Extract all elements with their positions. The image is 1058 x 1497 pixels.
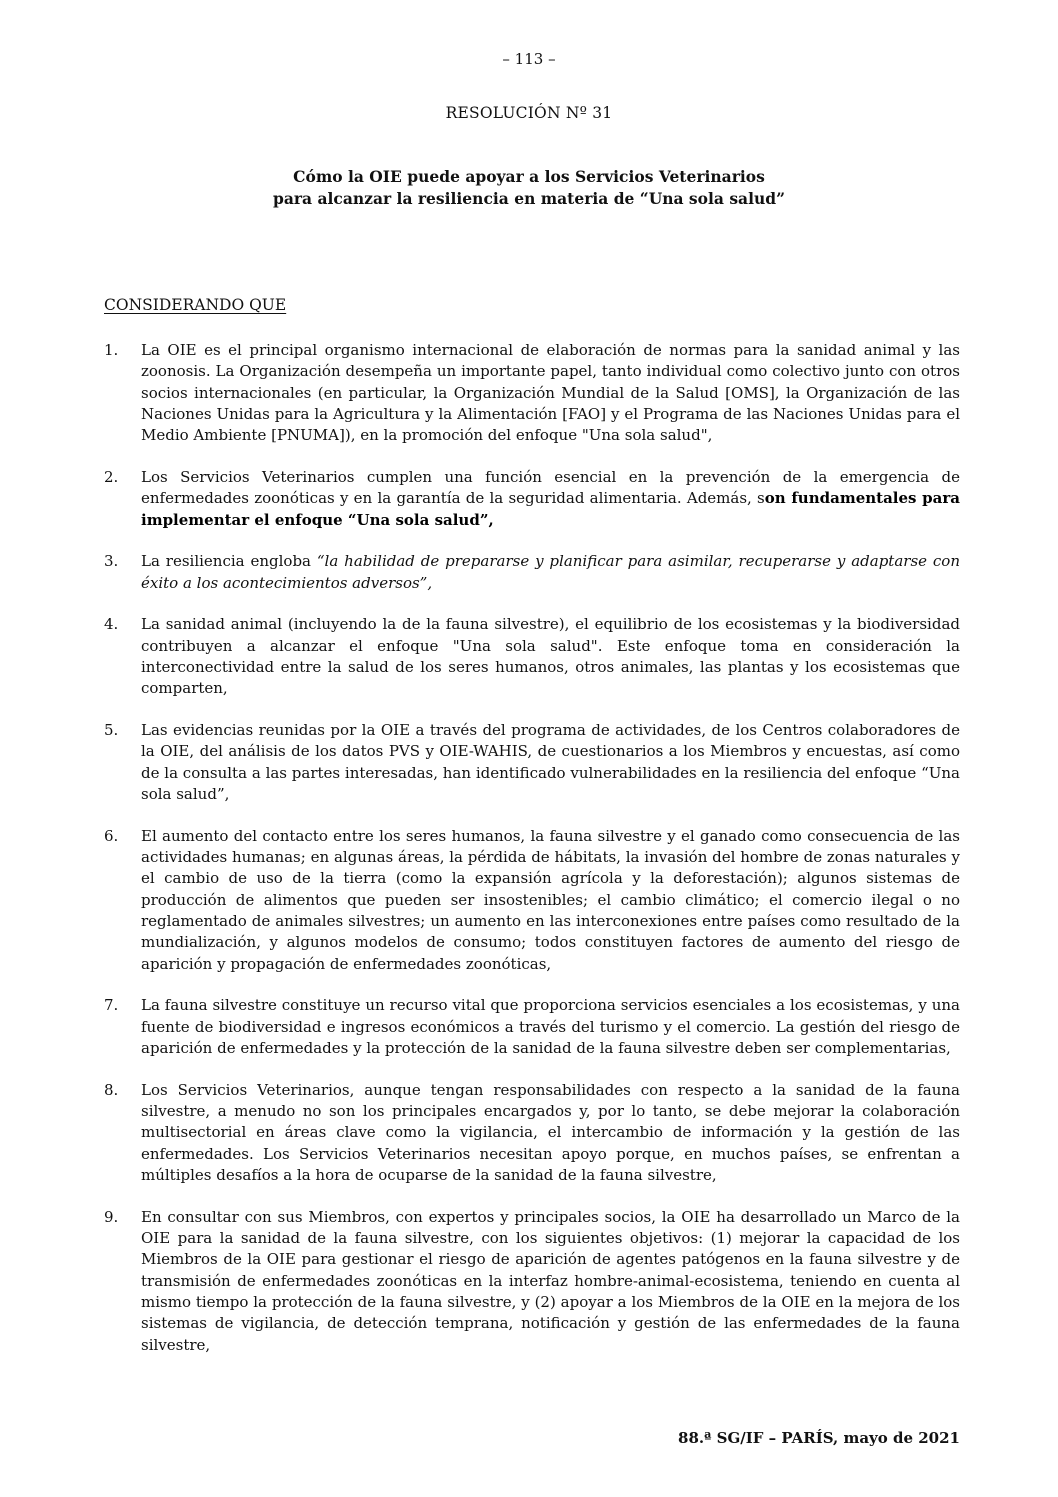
list-item: [104, 467, 960, 531]
item-number: 7.: [104, 996, 119, 1015]
list-item: [104, 340, 960, 446]
list-item: [104, 995, 960, 1059]
item-quote: “la habilidad de prepararse y planificar para asimilar, recuperarse y adaptarse con éxito a los acontecimientos adversos”,: [141, 552, 960, 592]
item-text: Las evidencias reunidas por la OIE a través del programa de actividades, de los Centros colaboradores de la OIE, del análisis de los datos PVS y OIE-WAHIS, de cuestionarios a los Miembros y encuestas, así como de la consulta a las partes interesadas, han identificado vulnerabilidades en la resiliencia del enfoque “Una sola salud”,: [141, 721, 960, 804]
item-text-wrapper: [141, 467, 960, 531]
page-footer: 88.ª SG/IF – PARÍS, mayo de 2021: [678, 1429, 960, 1447]
list-item: [104, 1080, 960, 1186]
item-number: 6.: [104, 826, 119, 845]
item-emphasis: on fundamentales para implementar el enfoque “Una sola salud”,: [141, 489, 961, 529]
item-number: 9.: [104, 1207, 119, 1226]
item-number: 2.: [104, 467, 119, 486]
list-item: [104, 614, 960, 699]
item-text: La OIE es el principal organismo internacional de elaboración de normas para la sanidad animal y las zoonosis. La Organización desempeña un importante papel, tanto individual como colectivo junto con otros socios internacionales (en particular, la Organización Mundial de la Salud [OMS], la Organización de las Naciones Unidas para la Agricultura y la Alimentación [FAO] y el Programa de las Naciones Unidas para el Medio Ambiente [PNUMA]), en la promoción del enfoque "Una sola salud",: [141, 341, 960, 445]
item-number: 1.: [104, 341, 119, 359]
title-line-2: para alcanzar la resiliencia en materia de “Una sola salud”: [272, 189, 785, 208]
item-text: En consultar con sus Miembros, con expertos y principales socios, la OIE ha desarrollado un Marco de la OIE para la sanidad de la fauna silvestre, con los siguientes objetivos: (1) mejorar la capacidad de los Miembros de la OIE para gestionar el riesgo de aparición de agentes patógenos en la fauna silvestre y de transmisión de enfermedades zoonóticas en la interfaz hombre-animal-ecosistema, teniendo en cuenta al mismo tiempo la protección de la fauna silvestre, y (2) apoyar a los Miembros de la OIE en la mejora de los sistemas de vigilancia, de detección temprana, notificación y gestión de las enfermedades de la fauna silvestre,: [141, 1207, 960, 1354]
list-item: [104, 720, 960, 805]
item-text: Los Servicios Veterinarios, aunque tengan responsabilidades con respecto a la sanidad de la fauna silvestre, a menudo no son los principales encargados y, por lo tanto, se debe mejorar la colaboración multisectorial en áreas clave como la vigilancia, el intercambio de información y la gestión de las enfermedades. Los Servicios Veterinarios necesitan apoyo porque, en muchos países, se enfrentan a múltiples desafíos a la hora de ocuparse de la sanidad de la fauna silvestre,: [141, 1080, 960, 1184]
item-text: Los Servicios Veterinarios cumplen una función esencial en la prevención de la emergencia de enfermedades zoonóticas y en la garantía de la seguridad alimentaria. Además, s: [141, 467, 960, 508]
item-text: La fauna silvestre constituye un recurso vital que proporciona servicios esenciales a los ecosistemas, y una fuente de biodiversidad e ingresos económicos a través del turismo y el comercio. La gestión del riesgo de aparición de enfermedades y la protección de la sanidad de la fauna silvestre deben ser complementarias,: [141, 996, 960, 1058]
list-item: [104, 551, 960, 594]
considerations-list: [104, 340, 960, 1376]
considering-heading: CONSIDERANDO QUE: [104, 296, 287, 314]
item-text: El aumento del contacto entre los seres humanos, la fauna silvestre y el ganado como consecuencia de las actividades humanas; en algunas áreas, la pérdida de hábitats, la invasión del hombre de zonas naturales y el cambio de uso de la tierra (como la expansión agrícola y la deforestación); algunos sistemas de producción de alimentos que pueden ser insostenibles; el cambio climático; el comercio ilegal o no reglamentado de animales silvestres; un aumento en las interconexiones entre países como resultado de la mundialización, y algunos modelos de consumo; todos constituyen factores de aumento del riesgo de aparición y propagación de enfermedades zoonóticas,: [141, 826, 960, 973]
item-number: 3.: [104, 552, 119, 571]
item-text: La sanidad animal (incluyendo la de la fauna silvestre), el equilibrio de los ecosistemas y la biodiversidad contribuyen a alcanzar el enfoque "Una sola salud". Este enfoque toma en consideración la interconectividad entre la salud de los seres humanos, otros animales, las plantas y los ecosistemas que comparten,: [141, 615, 960, 698]
item-text-wrapper: [141, 551, 960, 594]
item-number: 5.: [104, 721, 119, 740]
item-number: 8.: [104, 1080, 119, 1099]
title-line-1: Cómo la OIE puede apoyar a los Servicios Veterinarios: [293, 167, 765, 186]
page-number: – 113 –: [502, 50, 556, 68]
document-title: [0, 166, 1058, 210]
list-item: [104, 1207, 960, 1356]
list-item: [104, 826, 960, 975]
item-text: La resiliencia engloba: [141, 552, 317, 571]
resolution-heading: RESOLUCIÓN Nº 31: [445, 104, 613, 122]
item-number: 4.: [104, 615, 119, 634]
